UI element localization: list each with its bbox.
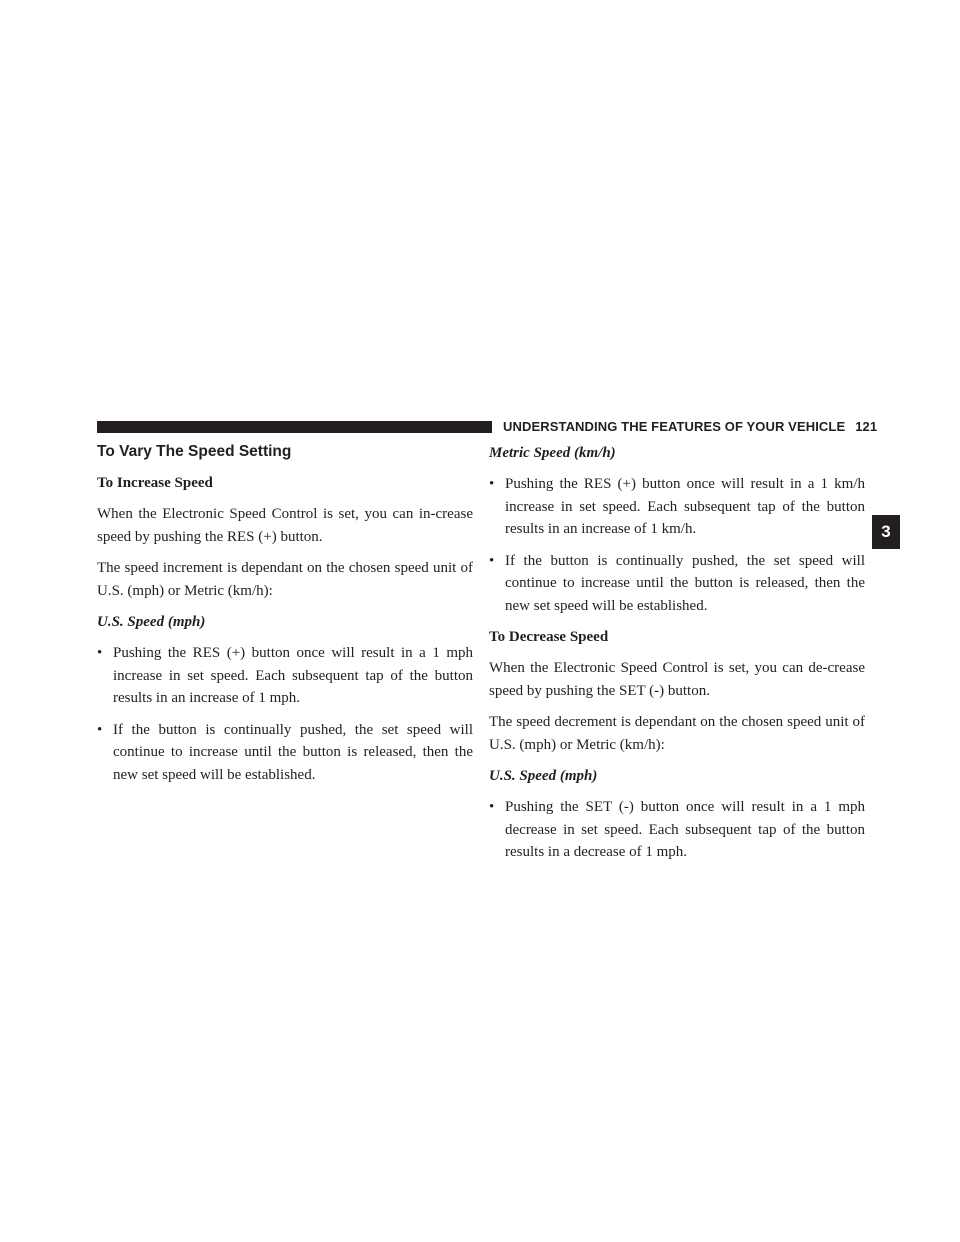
left-column (97, 442, 473, 786)
metric-speed-heading: Metric Speed (km/h) (489, 445, 616, 461)
subhead-decrease: To Decrease Speed (489, 629, 609, 645)
running-header (503, 419, 877, 434)
subhead-increase: To Increase Speed (97, 475, 213, 491)
metric-speed-list (489, 473, 865, 617)
paragraph-decrement-unit: The speed decrement is dependant on the chosen speed unit of U.S. (mph) or Metric (km/h): (489, 714, 865, 753)
section-title: To Vary The Speed Setting (97, 443, 292, 460)
list-item: • Pushing the RES (+) button once will result in a 1 mph increase in set speed. Each subsequent tap of the button results in an increase of 1 mph. (97, 645, 473, 706)
list-item: • If the button is continually pushed, the set speed will continue to increase until the button is released, then the new set speed will be established. (489, 552, 865, 614)
us-speed-decrease-list (489, 796, 865, 864)
us-speed-list (97, 642, 473, 786)
chapter-tab: 3 (872, 515, 900, 549)
header-rule (97, 421, 492, 433)
list-item: • Pushing the RES (+) button once will result in a 1 km/h increase in set speed. Each subsequent tap of the button results in an increase of 1 km/h. (489, 476, 865, 537)
us-speed-heading: U.S. Speed (mph) (97, 614, 206, 630)
list-item: • Pushing the SET (-) button once will result in a 1 mph decrease in set speed. Each subsequent tap of the button results in a decrease of 1 mph. (489, 799, 865, 860)
paragraph-increase-intro: When the Electronic Speed Control is set, you can in-crease speed by pushing the RES (+) button. (97, 506, 473, 545)
header-title: UNDERSTANDING THE FEATURES OF YOUR VEHICLE (503, 419, 846, 434)
page-number: 121 (855, 419, 878, 434)
list-item: • If the button is continually pushed, the set speed will continue to increase until the button is released, then the new set speed will be established. (97, 721, 473, 783)
us-speed-heading-decrease: U.S. Speed (mph) (489, 768, 598, 784)
paragraph-decrease-intro: When the Electronic Speed Control is set, you can de-crease speed by pushing the SET (-) button. (489, 660, 865, 699)
right-column (489, 442, 865, 864)
paragraph-increment-unit: The speed increment is dependant on the chosen speed unit of U.S. (mph) or Metric (km/h): (97, 560, 473, 599)
